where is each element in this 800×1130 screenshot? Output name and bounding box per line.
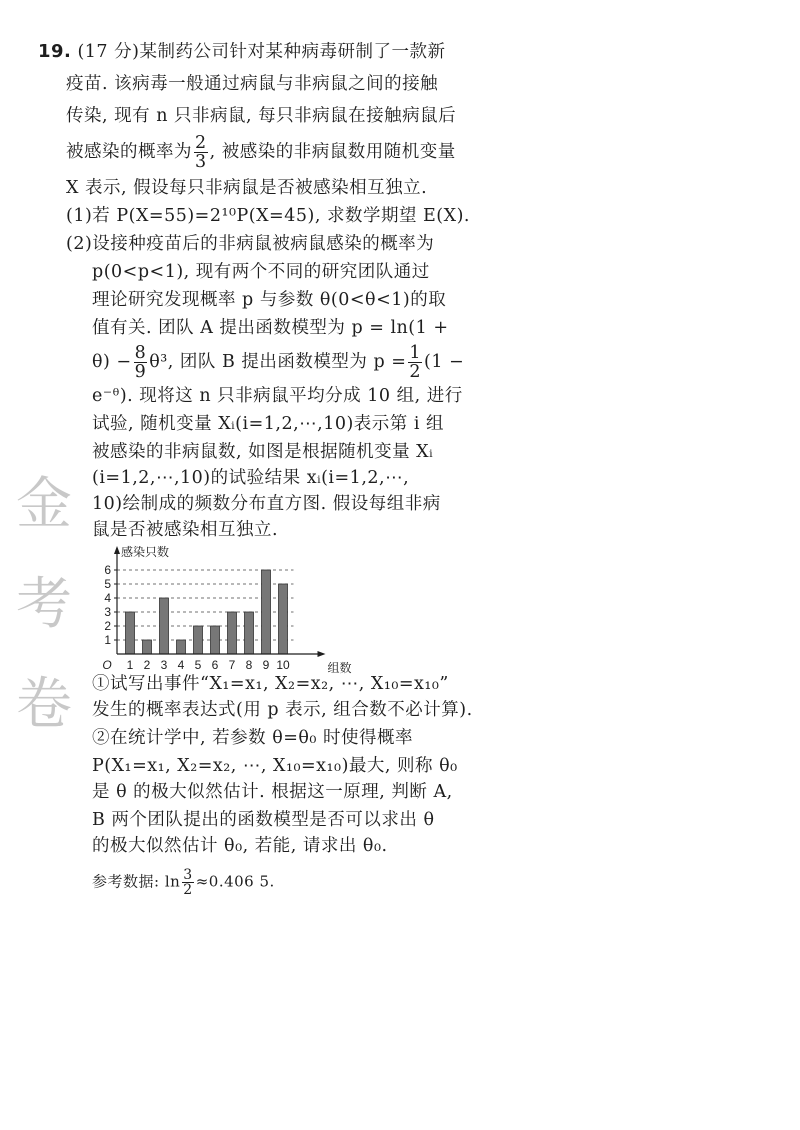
- question-line-1: [38, 40, 445, 64]
- y-tick-label: 2: [104, 619, 111, 633]
- bar: [262, 570, 271, 654]
- text-segment: θ) −: [92, 352, 132, 372]
- sub-question-2-line-1: ②在统计学中, 若参数 θ=θ₀ 时使得概率: [92, 728, 414, 748]
- part-2-rest-1: e⁻ᶿ). 现将这 n 只非病鼠平均分成 10 组, 进行: [92, 386, 463, 406]
- watermark-char: 考: [16, 572, 72, 637]
- bar: [228, 612, 237, 654]
- x-axis-title: 组数: [327, 661, 352, 675]
- bar: [143, 640, 152, 654]
- denominator: 2: [409, 362, 422, 382]
- bar: [177, 640, 186, 654]
- question-text: (17 分)某制药公司针对某种病毒研制了一款新: [77, 42, 446, 62]
- fraction: [408, 344, 422, 381]
- question-line-3: 传染, 现有 n 只非病鼠, 每只非病鼠在接触病鼠后: [66, 106, 457, 126]
- y-axis-title: 感染只数: [121, 545, 170, 559]
- numerator: 1: [409, 343, 422, 363]
- y-tick-label: 3: [104, 605, 111, 619]
- question-line-2: 疫苗. 该病毒一般通过病鼠与非病鼠之间的接触: [66, 74, 439, 94]
- origin-label: O: [102, 658, 112, 672]
- part-2-rest-4: (i=1,2,⋯,10)的试验结果 xᵢ(i=1,2,⋯,: [92, 468, 410, 488]
- question-number: 19.: [38, 41, 72, 62]
- part-1: (1)若 P(X=55)=2¹⁰P(X=45), 求数学期望 E(X).: [66, 206, 470, 226]
- text-segment: 被感染的概率为: [66, 142, 192, 162]
- y-tick-label: 4: [104, 591, 111, 605]
- x-axis-arrow: [318, 651, 326, 657]
- frequency-histogram: [95, 542, 365, 677]
- part-2-rest-2: 试验, 随机变量 Xᵢ(i=1,2,⋯,10)表示第 i 组: [92, 414, 445, 434]
- fraction: [182, 868, 193, 897]
- watermark-char: 金: [16, 472, 72, 537]
- y-tick-label: 1: [104, 633, 111, 647]
- model-line: [92, 344, 464, 381]
- bar: [279, 584, 288, 654]
- question-line-5: X 表示, 假设每只非病鼠是否被感染相互独立.: [66, 178, 428, 198]
- sub-question-2-line-5: 的极大似然估计 θ₀, 若能, 请求出 θ₀.: [92, 836, 388, 856]
- sub-question-2-line-4: B 两个团队提出的函数模型是否可以求出 θ: [92, 810, 435, 830]
- bar: [194, 626, 203, 654]
- bar: [245, 612, 254, 654]
- x-tick-label: 3: [160, 658, 168, 672]
- y-tick-label: 5: [104, 577, 111, 591]
- reference-data: [92, 868, 275, 897]
- watermark-stamp: [14, 455, 74, 765]
- x-tick-label: 1: [126, 658, 134, 672]
- text-segment: ≈0.406 5.: [195, 872, 275, 891]
- text-segment: , 被感染的非病鼠数用随机变量: [209, 142, 456, 162]
- x-tick-label: 6: [211, 658, 219, 672]
- sub-question-2-line-3: 是 θ 的极大似然估计. 根据这一原理, 判断 A,: [92, 782, 453, 802]
- denominator: 9: [134, 362, 147, 382]
- sub-question-1-line-2: 发生的概率表达式(用 p 表示, 组合数不必计算).: [92, 700, 473, 720]
- question-line-4: [66, 134, 456, 171]
- watermark-char: 卷: [16, 672, 72, 737]
- part-2-rest-3: 被感染的非病鼠数, 如图是根据随机变量 Xᵢ: [92, 442, 434, 462]
- sub-question-1-line-1: ①试写出事件“X₁=x₁, X₂=x₂, ⋯, X₁₀=x₁₀”: [92, 674, 449, 694]
- bar: [211, 626, 220, 654]
- denominator: 2: [183, 882, 193, 898]
- text-segment: (1 −: [424, 352, 465, 372]
- x-tick-label: 5: [194, 658, 202, 672]
- part-2-line-1: (2)设接种疫苗后的非病鼠被病鼠感染的概率为: [66, 234, 435, 254]
- numerator: 3: [183, 867, 193, 883]
- numerator: 8: [134, 343, 147, 363]
- x-tick-label: 2: [143, 658, 151, 672]
- y-tick-label: 6: [104, 563, 111, 577]
- part-2-rest-5: 10)绘制成的频数分布直方图. 假设每组非病: [92, 494, 441, 514]
- numerator: 2: [195, 133, 207, 153]
- part-2-line-3: 理论研究发现概率 p 与参数 θ(0<θ<1)的取: [92, 290, 447, 310]
- fraction: [194, 134, 208, 171]
- y-axis-arrow: [114, 546, 120, 554]
- text-segment: θ³, 团队 B 提出函数模型为 p =: [149, 352, 407, 372]
- x-tick-label: 9: [262, 658, 270, 672]
- bar: [160, 598, 169, 654]
- bar: [126, 612, 135, 654]
- part-2-rest-6: 鼠是否被感染相互独立.: [92, 520, 279, 540]
- x-tick-label: 8: [245, 658, 253, 672]
- x-tick-label: 4: [177, 658, 185, 672]
- fraction: [134, 344, 148, 381]
- x-tick-label: 10: [276, 658, 290, 672]
- part-2-line-2: p(0<p<1), 现有两个不同的研究团队通过: [92, 262, 430, 282]
- part-2-line-4: 值有关. 团队 A 提出函数模型为 p = ln(1 +: [92, 318, 449, 338]
- x-tick-label: 7: [228, 658, 236, 672]
- sub-question-2-line-2: P(X₁=x₁, X₂=x₂, ⋯, X₁₀=x₁₀)最大, 则称 θ₀: [92, 756, 458, 776]
- denominator: 3: [195, 152, 207, 172]
- text-segment: 参考数据: ln: [92, 872, 181, 891]
